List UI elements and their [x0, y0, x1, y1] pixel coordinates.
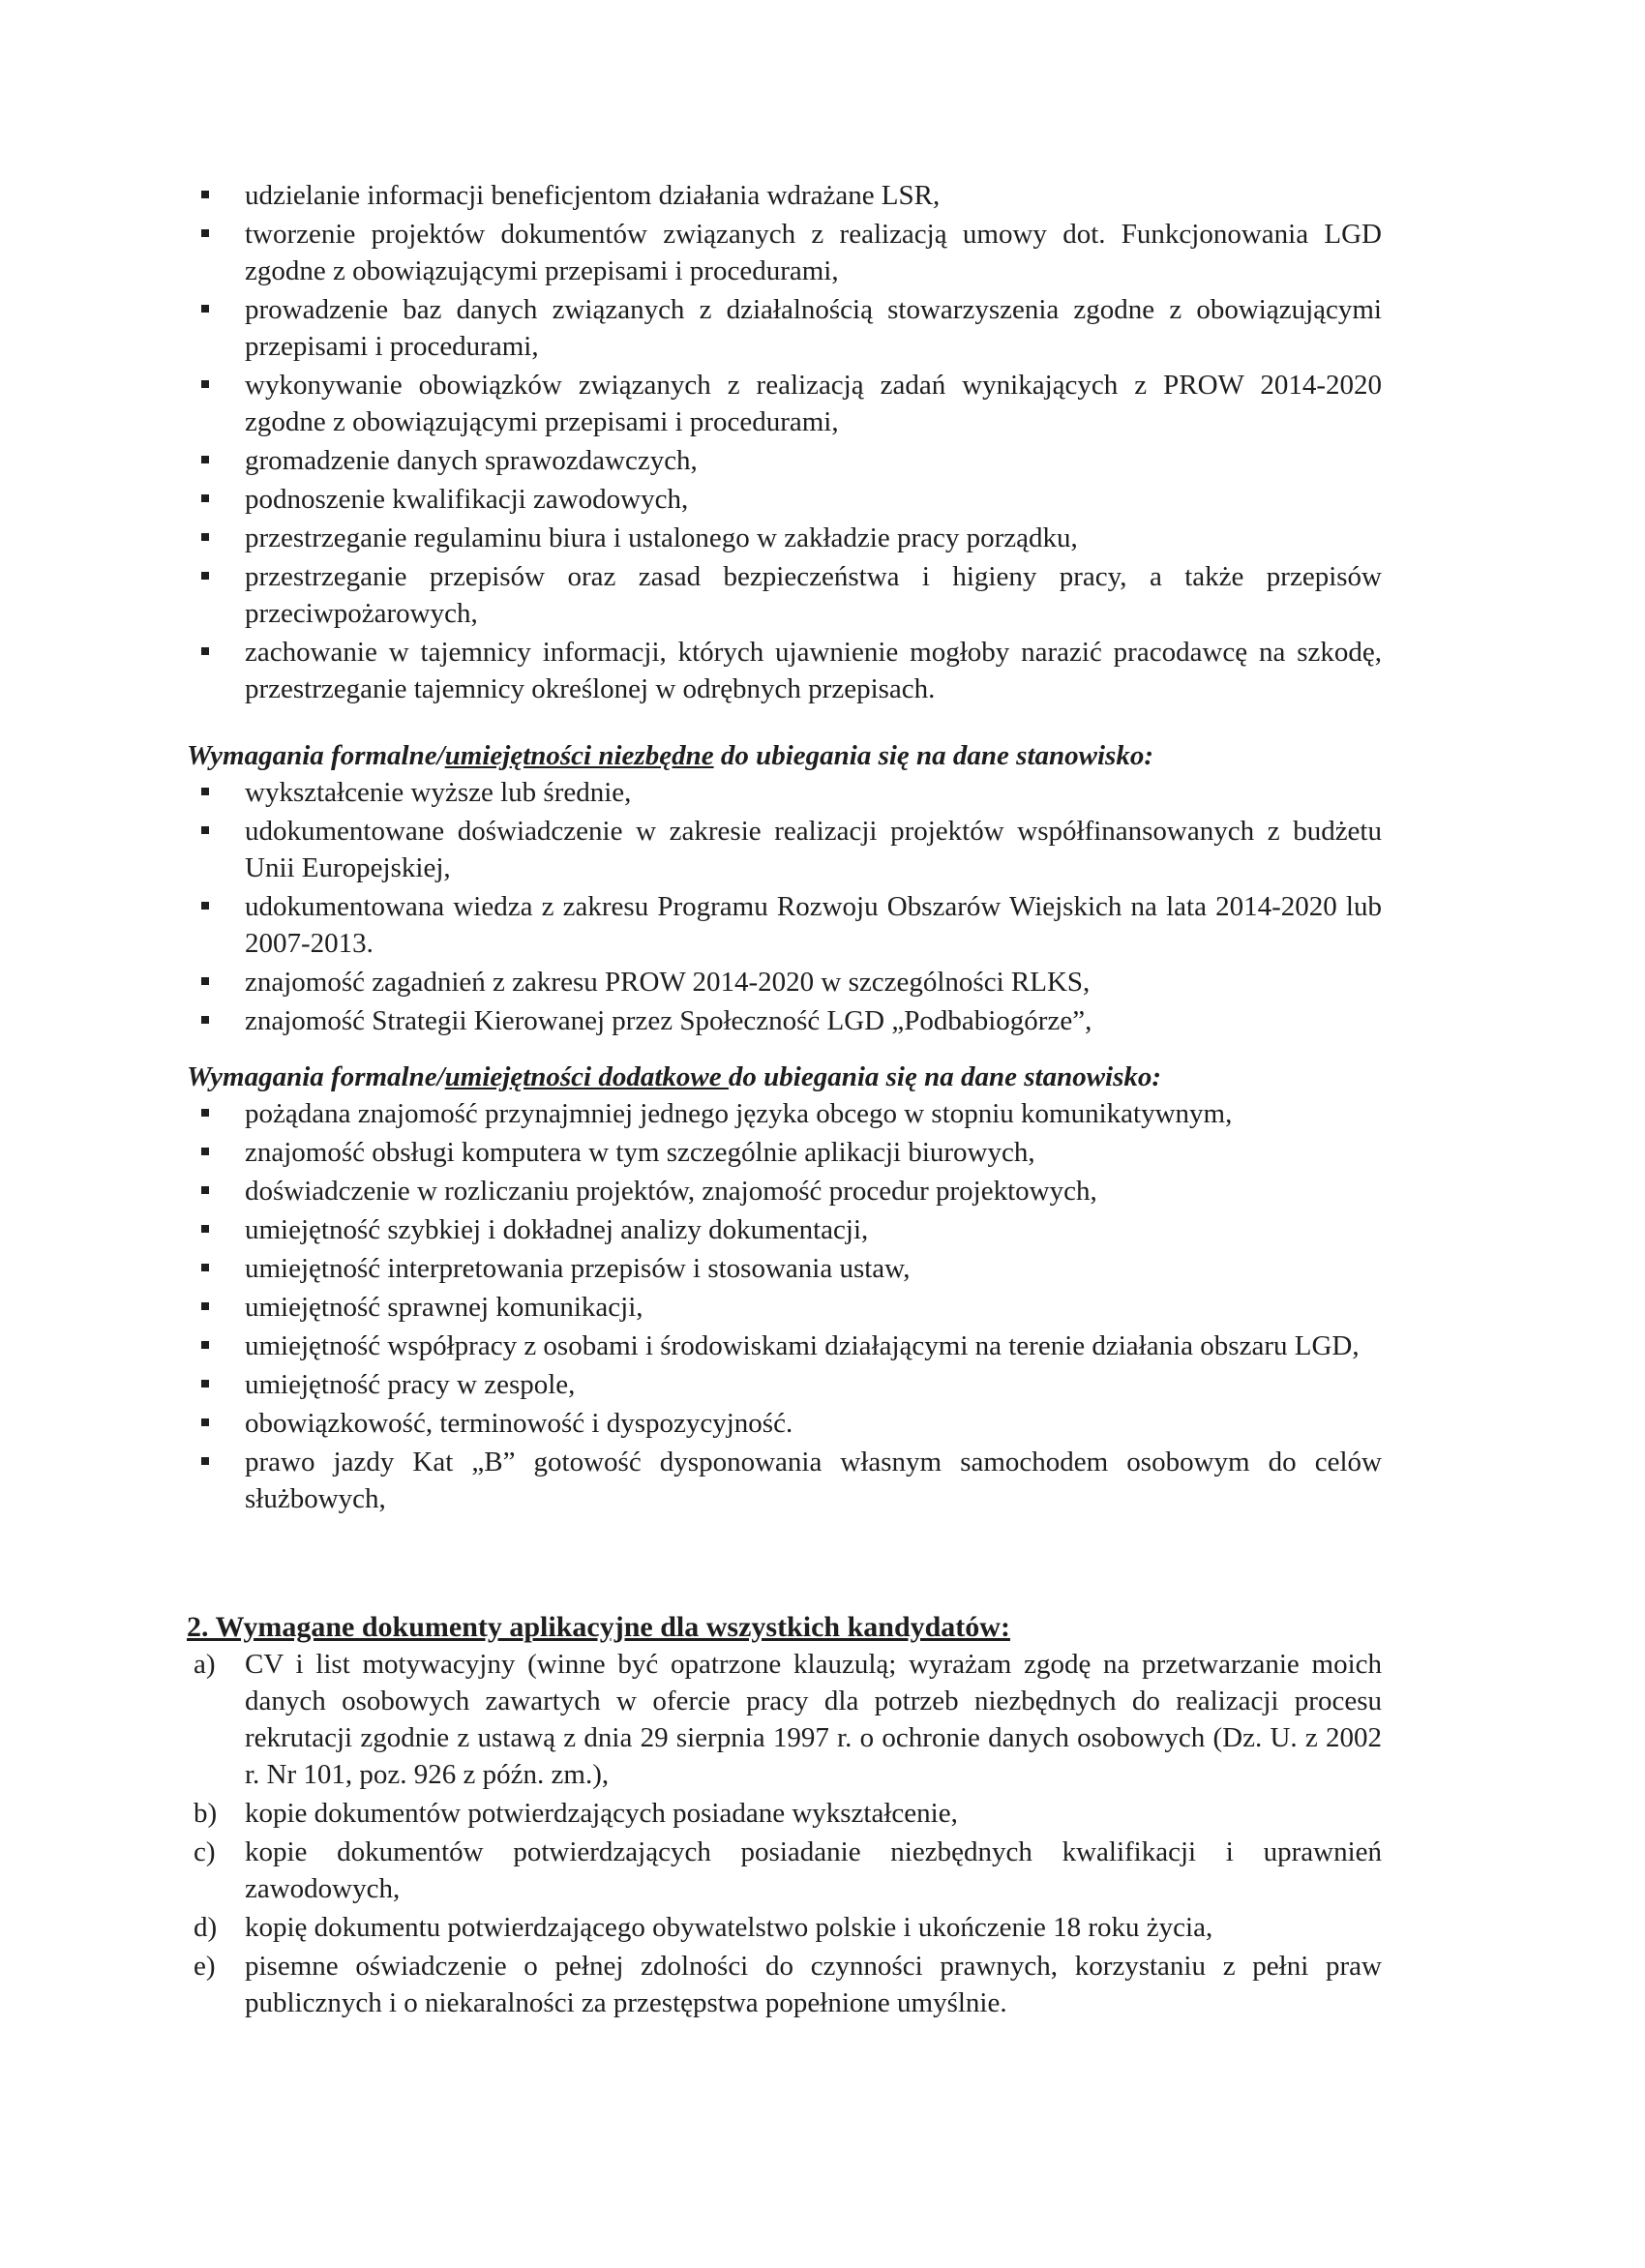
required-skills-list	[0, 774, 1382, 1041]
required-text: wykształcenie wyższe lub średnie,	[245, 777, 632, 808]
additional-item	[0, 1444, 1382, 1517]
duty-text: podnoszenie kwalifikacji zawodowych,	[245, 484, 689, 515]
document-item	[0, 1646, 1382, 1793]
additional-item	[0, 1289, 1382, 1326]
bullet-icon	[201, 647, 209, 655]
additional-text: obowiązkowość, terminowość i dyspozycyjność.	[245, 1408, 793, 1439]
bullet-icon	[201, 977, 209, 985]
bullet-icon	[201, 1109, 209, 1117]
duty-item	[0, 481, 1382, 518]
duty-text: udzielanie informacji beneficjentom działania wdrażane LSR,	[245, 180, 941, 211]
bullet-icon	[201, 494, 209, 502]
document-item	[0, 1948, 1382, 2021]
required-text: udokumentowana wiedza z zakresu Programu Rozwoju Obszarów Wiejskich na lata 2014-2020 lub 2007-2013.	[245, 891, 1382, 959]
document-item	[0, 1909, 1382, 1946]
duty-text: gromadzenie danych sprawozdawczych,	[245, 445, 698, 476]
bullet-icon	[201, 380, 209, 388]
duty-item	[0, 558, 1382, 632]
document-letter: e)	[194, 1951, 216, 1982]
required-item	[0, 888, 1382, 962]
additional-text: umiejętność interpretowania przepisów i stosowania ustaw,	[245, 1253, 911, 1284]
duties-list	[0, 177, 1382, 709]
bullet-icon	[201, 788, 209, 795]
bullet-icon	[201, 305, 209, 313]
bullet-icon	[201, 1457, 209, 1465]
document-letter: a)	[194, 1649, 216, 1680]
bullet-icon	[201, 1418, 209, 1426]
duty-item	[0, 291, 1382, 365]
document-text: pisemne oświadczenie o pełnej zdolności do czynności prawnych, korzystaniu z pełni praw publicznych i o niekaralności za przestępstwa popełnione umyślnie.	[245, 1951, 1382, 2018]
additional-text: prawo jazdy Kat „B” gotowość dysponowania własnym samochodem osobowym do celów służbowych,	[245, 1447, 1382, 1514]
required-item	[0, 774, 1382, 811]
duty-item	[0, 177, 1382, 214]
document-letter: b)	[194, 1798, 218, 1829]
bullet-icon	[201, 572, 209, 580]
additional-text: umiejętność szybkiej i dokładnej analizy dokumentacji,	[245, 1214, 869, 1245]
document-text: kopię dokumentu potwierdzającego obywatelstwo polskie i ukończenie 18 roku życia,	[245, 1912, 1213, 1943]
duty-item	[0, 634, 1382, 707]
required-text: znajomość Strategii Kierowanej przez Społeczność LGD „Podbabiogórze”,	[245, 1005, 1092, 1036]
additional-skills-heading: Wymagania formalne/umiejętności dodatkowe do ubiegania się na dane stanowisko:	[187, 1061, 1162, 1092]
bullet-icon	[201, 1380, 209, 1388]
bullet-icon	[201, 1148, 209, 1155]
additional-item	[0, 1250, 1382, 1287]
additional-item	[0, 1366, 1382, 1403]
additional-text: znajomość obsługi komputera w tym szczególnie aplikacji biurowych,	[245, 1137, 1035, 1168]
bullet-icon	[201, 1302, 209, 1310]
documents-section-title: 2. Wymagane dokumenty aplikacyjne dla wszystkich kandydatów:	[187, 1611, 1010, 1643]
bullet-icon	[201, 1016, 209, 1024]
additional-item	[0, 1134, 1382, 1171]
additional-item	[0, 1173, 1382, 1209]
document-letter: c)	[194, 1836, 216, 1867]
document-item	[0, 1795, 1382, 1832]
document-letter: d)	[194, 1912, 218, 1943]
document-text: kopie dokumentów potwierdzających posiadanie niezbędnych kwalifikacji i uprawnień zawodowych,	[245, 1836, 1382, 1904]
duty-text: przestrzeganie regulaminu biura i ustalonego w zakładzie pracy porządku,	[245, 522, 1078, 553]
bullet-icon	[201, 902, 209, 910]
additional-skills-list	[0, 1095, 1382, 1519]
bullet-icon	[201, 456, 209, 463]
bullet-icon	[201, 533, 209, 541]
document-text: kopie dokumentów potwierdzających posiadane wykształcenie,	[245, 1798, 958, 1829]
additional-text: pożądana znajomość przynajmniej jednego języka obcego w stopniu komunikatywnym,	[245, 1098, 1233, 1129]
required-text: znajomość zagadnień z zakresu PROW 2014-2020 w szczególności RLKS,	[245, 967, 1091, 998]
additional-text: umiejętność sprawnej komunikacji,	[245, 1292, 643, 1323]
duty-item	[0, 520, 1382, 556]
bullet-icon	[201, 1341, 209, 1349]
bullet-icon	[201, 191, 209, 198]
bullet-icon	[201, 229, 209, 237]
document-text: CV i list motywacyjny (winne być opatrzone klauzulą; wyrażam zgodę na przetwarzanie moich danych osobowych zawartych w ofercie pracy dla potrzeb niezbędnych do realizacji procesu rekrutacji zgodnie z ustawą z dnia 29 sierpnia 1997 r. o ochronie danych osobowych (Dz. U. z 2002 r. Nr 101, poz. 926 z późn. zm.),	[245, 1649, 1382, 1790]
required-item	[0, 813, 1382, 886]
duty-text: zachowanie w tajemnicy informacji, których ujawnienie mogłoby narazić pracodawcę na szkodę, przestrzeganie tajemnicy określonej w odrębnych przepisach.	[245, 637, 1382, 704]
bullet-icon	[201, 1264, 209, 1271]
duty-item	[0, 442, 1382, 479]
additional-item	[0, 1211, 1382, 1248]
required-item	[0, 964, 1382, 1000]
documents-list	[0, 1646, 1382, 2023]
additional-item	[0, 1405, 1382, 1442]
bullet-icon	[201, 1225, 209, 1233]
bullet-icon	[201, 1186, 209, 1194]
duty-text: tworzenie projektów dokumentów związanych z realizacją umowy dot. Funkcjonowania LGD zgodne z obowiązującymi przepisami i procedurami,	[245, 219, 1382, 286]
additional-text: umiejętność współpracy z osobami i środowiskami działającymi na terenie działania obszaru LGD,	[245, 1330, 1360, 1361]
additional-item	[0, 1095, 1382, 1132]
document-item	[0, 1834, 1382, 1907]
required-item	[0, 1002, 1382, 1039]
required-text: udokumentowane doświadczenie w zakresie realizacji projektów współfinansowanych z budżetu Unii Europejskiej,	[245, 816, 1382, 883]
duty-text: przestrzeganie przepisów oraz zasad bezpieczeństwa i higieny pracy, a także przepisów przeciwpożarowych,	[245, 561, 1382, 629]
duty-item	[0, 216, 1382, 289]
duty-item	[0, 367, 1382, 440]
required-skills-heading: Wymagania formalne/umiejętności niezbędne do ubiegania się na dane stanowisko:	[187, 740, 1153, 771]
additional-text: doświadczenie w rozliczaniu projektów, znajomość procedur projektowych,	[245, 1176, 1097, 1207]
duty-text: prowadzenie baz danych związanych z działalnością stowarzyszenia zgodne z obowiązującymi przepisami i procedurami,	[245, 294, 1382, 362]
bullet-icon	[201, 826, 209, 834]
additional-item	[0, 1328, 1382, 1364]
duty-text: wykonywanie obowiązków związanych z realizacją zadań wynikających z PROW 2014-2020 zgodne z obowiązującymi przepisami i procedurami,	[245, 370, 1382, 437]
additional-text: umiejętność pracy w zespole,	[245, 1369, 576, 1400]
